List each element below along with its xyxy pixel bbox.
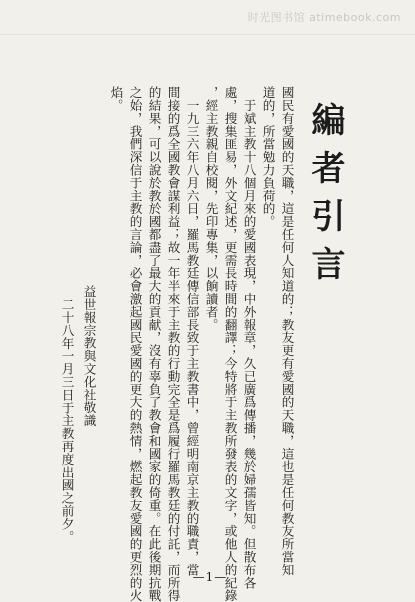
body-line: 焰。 [108, 86, 124, 112]
body-line: 的結果，可以說於教於國都盡了最大的貢献，沒有辜負了教會和國家的倚重。在此後期抗戰 [146, 86, 162, 602]
body-line: 一九三六年八月六日，羅馬教廷傳信部長致于主教書中，曾經明南京主教的職責，當 [184, 86, 200, 577]
body-line: 間接的爲全國教會謀利益；故一年半來于主教的行動完全是爲履行羅馬教廷的付託，而所得 [165, 86, 181, 602]
page-number: —1— [192, 570, 228, 584]
body-line: 處，搜集匪易，外文紀述，更需長時間的翻譯；今特將于主教所發表的文字，或他人的紀錄 [222, 86, 238, 602]
signature-date: 二十八年一月三日于主教再度出國之前夕。 [59, 298, 75, 544]
body-line: 之始，我們深信于主教的言論，必會激起國民愛國的更大的熱情，燃起教友愛國的更烈的火 [127, 86, 143, 602]
signature-org: 益世報宗教與文化社敬識 [81, 285, 97, 427]
body-line: 于斌主教十八個月來的愛國表現，中外報章，久已廣爲傳播，幾於婦孺皆知。但散布各 [241, 86, 257, 590]
body-line: ，經主教親自校閱，先印專集，以餉讀者。 [203, 86, 219, 332]
page-title: 編者引言 [305, 102, 345, 294]
body-line: 國民有愛國的天職，這是任何人知道的；教友更有愛國的天職，這也是任何教友所當知 [279, 86, 295, 577]
watermark-banner [0, 0, 415, 35]
body-line: 道的，所當勉力負荷的。 [260, 86, 276, 228]
watermark-text: 时光图书馆 atimebook.com [247, 11, 401, 24]
